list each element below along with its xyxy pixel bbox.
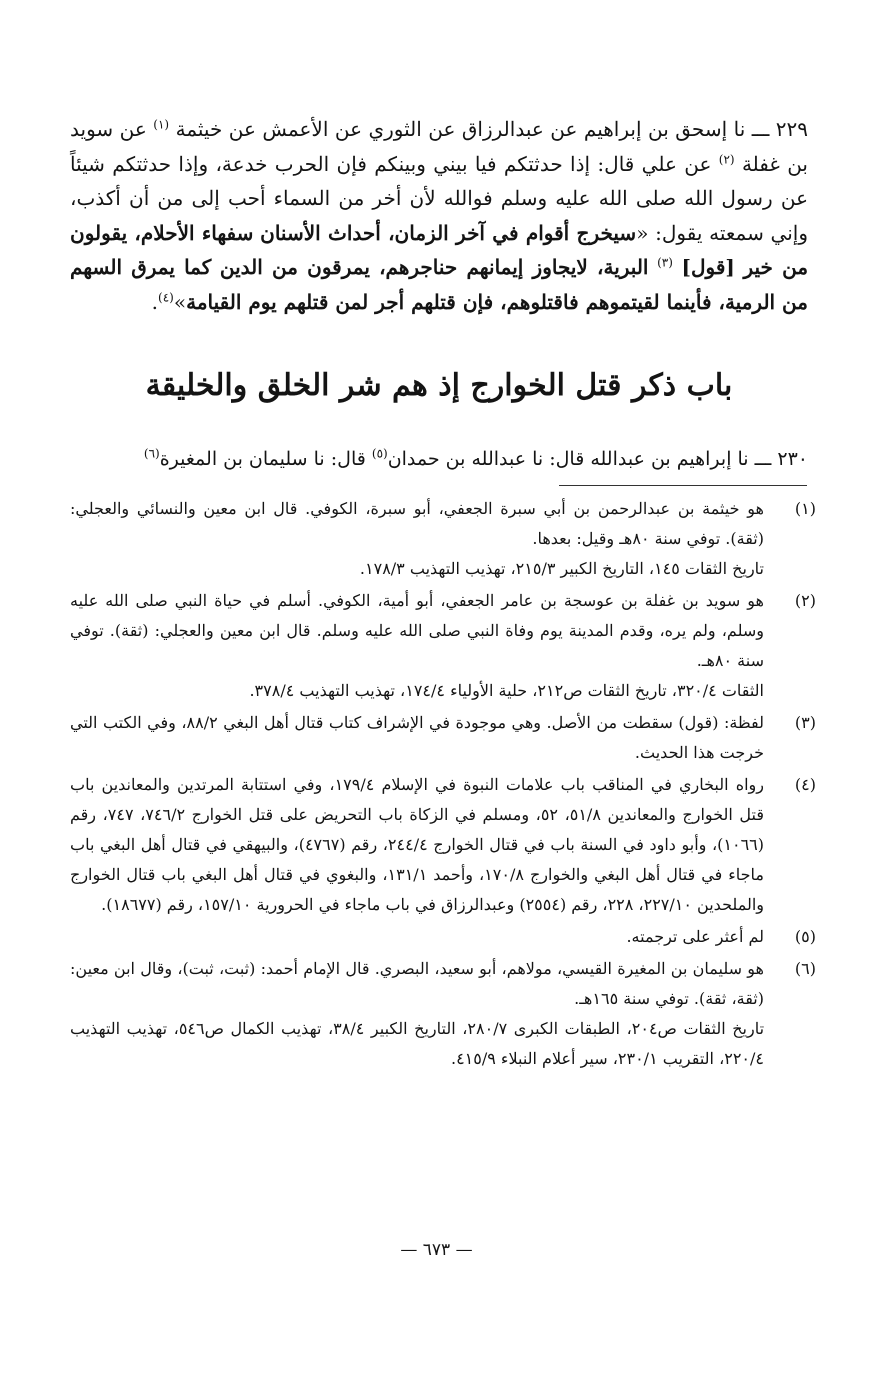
footnote-text: لفظة: (قول) سقطت من الأصل. وهي موجودة في الإشراف كتاب قتال أهل البغي ٨٨/٢، وفي الكتب التي خرجت هذا الحديث. — [70, 713, 765, 762]
full-stop: . — [151, 289, 159, 314]
footnote-text: هو سليمان بن المغيرة القيسي، مولاهم، أبو سعيد، البصري. قال الإمام أحمد: (ثبت، ثبت)، وقال ابن معين: (ثقة، ثقة). توفي سنة ١٦٥هـ. — [70, 959, 764, 1008]
chapter-title: باب ذكر قتل الخوارج إذ هم شر الخلق والخليقة — [145, 368, 733, 403]
footnote-sources: تاريخ الثقات ص٢٠٤، الطبقات الكبرى ٢٨٠/٧، التاريخ الكبير ٣٨/٤، تهذيب الكمال ص٥٤٦، تهذيب التهذيب ٢٢٠/٤، التقريب ٢٣٠/١، سير أعلام النبلاء ٤١٥/٩. — [70, 1019, 765, 1068]
footnote-number: (٤) — [794, 775, 816, 794]
footnote-ref-5[interactable]: (٥) — [371, 446, 388, 461]
hadith-230 — [70, 443, 808, 475]
footnote-text: هو خيثمة بن عبدالرحمن بن أبي سبرة الجعفي، أبو سبرة، الكوفي. قال ابن معين والنسائي والعجلي: (ثقة). توفي سنة ٨٠هـ وقيل: بعدها. — [70, 499, 764, 548]
footnote-1 — [70, 494, 816, 584]
footnotes — [70, 494, 816, 1076]
footnote-number: (٢) — [794, 591, 816, 610]
footnote-text: لم أعثر على ترجمته. — [626, 927, 764, 946]
page-number: — ٦٧٣ — — [400, 1240, 473, 1260]
footnote-number: (٣) — [794, 713, 816, 732]
footnote-number: (١) — [794, 499, 816, 518]
hadith-229-matn-3: إلى من أن أكذب، وإني سمعته يقول: « — [70, 186, 808, 245]
hadith-229-matn-1: عن علي قال: إذا حدثتكم فيا بيني وبينكم فإن الحرب خدعة، — [215, 151, 712, 176]
footnote-ref-2[interactable]: (٢) — [718, 151, 735, 166]
footnote-body — [70, 770, 764, 920]
footnote-text: رواه البخاري في المناقب باب علامات النبوة في الإسلام ١٧٩/٤، وفي استتابة المرتدين والمعاندين باب قتل الخوارج والمعاندين ٥١/٨، ٥٢، ومسلم في الزكاة باب التحريض على قتل الخوارج ٧٤٦/٢، ٧٤٧، رقم (١٠٦٦)، وأبو داود في السنة باب في قتال الخوارج ٢٤٤/٤، رقم (٤٧٦٧)، والبيهقي في قتال أهل البغي باب ماجاء في قتال أهل البغي والخوارج ١٧٠/٨، وأحمد ١٣١/١، والبغوي في قتال أهل البغي باب قتال الخوارج والملحدين ٢٢٧/١٠، ٢٢٨، رقم (٢٥٥٤) وعبدالرزاق في باب ماجاء في الحرورية ١٥٧/١٠، رقم (١٨٦٧٧). — [70, 775, 764, 914]
footnote-number: (٦) — [794, 959, 816, 978]
footnote-3 — [70, 708, 816, 768]
hadith-229-prophetic-text-2: سفهاء الأحلام، يقولون من خير — [70, 220, 809, 279]
footnote-body — [70, 954, 764, 1074]
footnote-5 — [70, 922, 816, 952]
hadith-229-prophetic-text-1: سيخرج أقوام في آخر الزمان، أحداث الأسنان — [260, 220, 637, 245]
footnote-sources: الثقات ٣٢٠/٤، تاريخ الثقات ص٢١٢، حلية الأولياء ١٧٤/٤، تهذيب التهذيب ٣٧٨/٤. — [249, 681, 764, 700]
hadith-229-isnad: ٢٢٩ ـــ نا إسحق بن إبراهيم عن عبدالرزاق عن الثوري عن الأعمش عن خيثمة — [175, 117, 809, 141]
footnote-ref-3[interactable]: (٣) — [657, 255, 673, 270]
hadith-229-prophetic-text-3: البرية، لايجاوز إيمانهم حناجرهم، يمرقون من الدين — [219, 255, 649, 279]
footnote-body — [70, 922, 764, 952]
hadith-230-isnad-2: قال: نا سليمان بن المغيرة — [159, 448, 372, 470]
hadith-229-insertion: [قول] — [681, 255, 735, 279]
hadith-229-prophetic-text-4: كما يمرق السهم من الرمية، فأينما لقيتموهم فاقتلوهم، فإن قتلهم أجر لمن قتلهم يوم القيامة — [70, 255, 808, 314]
footnote-text: هو سويد بن غفلة بن عوسجة بن عامر الجعفي، أبو أمية، الكوفي. أسلم في حياة النبي صلى الله عليه وسلم، ولم يره، وقدم المدينة يوم وفاة النبي صلى الله عليه وسلم. قال ابن معين والعجلي: (ثقة). توفي سنة ٨٠هـ. — [70, 591, 764, 670]
footnote-sources: تاريخ الثقات ١٤٥، التاريخ الكبير ٢١٥/٣، تهذيب التهذيب ١٧٨/٣. — [359, 559, 764, 578]
footnote-2 — [70, 586, 816, 706]
footnote-divider — [559, 485, 807, 486]
hadith-230-isnad-1: ٢٣٠ ـــ نا إبراهيم بن عبدالله قال: نا عبدالله بن حمدان — [387, 448, 808, 470]
closing-quote: » — [173, 289, 187, 314]
hadith-229-matn-2: وإذا حدثتكم شيئاً عن رسول الله صلى الله عليه وسلم فوالله لأن أخر من السماء أحب — [70, 151, 809, 210]
footnote-number: (٥) — [794, 927, 816, 946]
footnote-ref-1[interactable]: (١) — [153, 117, 170, 132]
footnote-ref-4[interactable]: (٤) — [158, 289, 174, 304]
footnote-ref-6[interactable]: (٦) — [143, 446, 160, 461]
hadith-229 — [70, 112, 808, 319]
footnote-4 — [70, 770, 816, 920]
hadith-229-text — [70, 112, 808, 319]
footnote-body — [70, 586, 764, 706]
hadith-229-isnad-2: عن سويد بن غفلة — [70, 117, 808, 176]
footnote-6 — [70, 954, 816, 1074]
footnote-body — [70, 708, 764, 768]
footnote-body — [70, 494, 764, 584]
